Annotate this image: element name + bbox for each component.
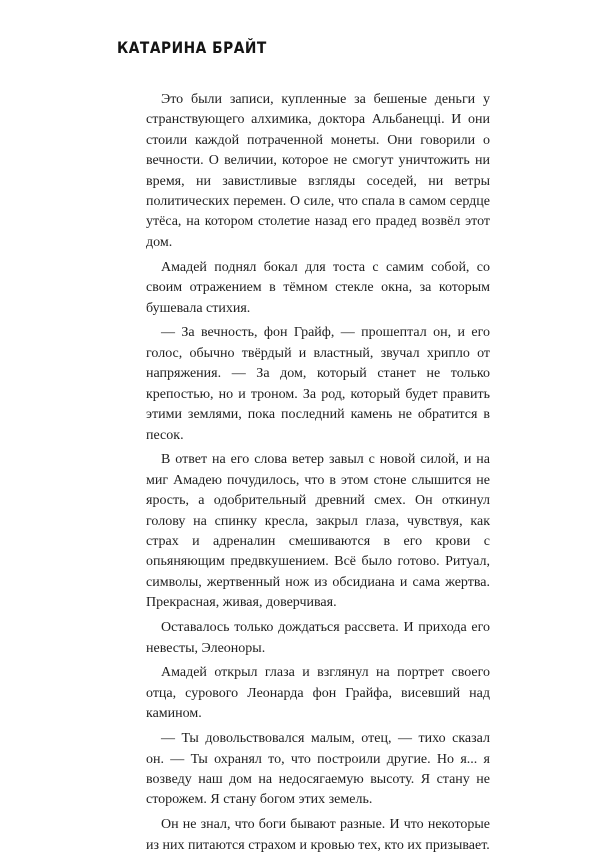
paragraph-7: — Ты довольствовался малым, отец, — тихо сказал он. — Ты охранял то, что построили другие. Но я... я возведу наш дом на недосягаемую высоту. Я стану не сторожем. Я стану богом этих земель. (146, 731, 490, 808)
paragraph-1: Это были записи, купленные за бешеные деньги у странствующего алхимика, доктора Альбанеццi. И они стоили каждой потраченной монеты. Они говорили о вечности. О величии, которое не смогут уничтожить ни время, ни завистливые взгляды соседей, ни ветры политических перемен. О силе, что спала в самом сердце утёса, на котором столетие назад его прадед возвёл этот дом. (146, 92, 490, 250)
paragraph-3: — За вечность, фон Грайф, — прошептал он, и его голос, обычно твёрдый и властный, звучал хрипло от напряжения. — За дом, который станет не только крепостью, но и троном. За род, который будет править этими землями, пока последний камень не обратится в песок. (146, 325, 490, 443)
paragraph-8: Он не знал, что боги бывают разные. И что некоторые из них питаются страхом и кровью тех, кто их призывает. (146, 817, 490, 853)
paragraph-6: Амадей открыл глаза и взглянул на портрет своего отца, сурового Леонарда фон Грайфа, висевший над камином. (146, 665, 490, 722)
body-text (146, 90, 490, 861)
paragraph-5: Оставалось только дождаться рассвета. И прихода его невесты, Элеоноры. (146, 620, 490, 656)
paragraph-4: В ответ на его слова ветер завыл с новой силой, и на миг Амадею почудилось, что в этом стоне слышится не ярость, а одобрительный древний смех. Он откинул голову на спинку кресла, закрыл глаза, чувствуя, как страх и адреналин смешиваются в его крови с опьяняющим предвкушением. Всё было готово. Ритуал, символы, жертвенный нож из обсидиана и сама жертва. Прекрасная, живая, доверчивая. (146, 452, 490, 611)
paragraph-2: Амадей поднял бокал для тоста с самим собой, со своим отражением в тёмном стекле окна, за которым бушевала стихия. (146, 259, 490, 316)
running-head-author: КАТАРИНА БРАЙТ (117, 38, 267, 57)
